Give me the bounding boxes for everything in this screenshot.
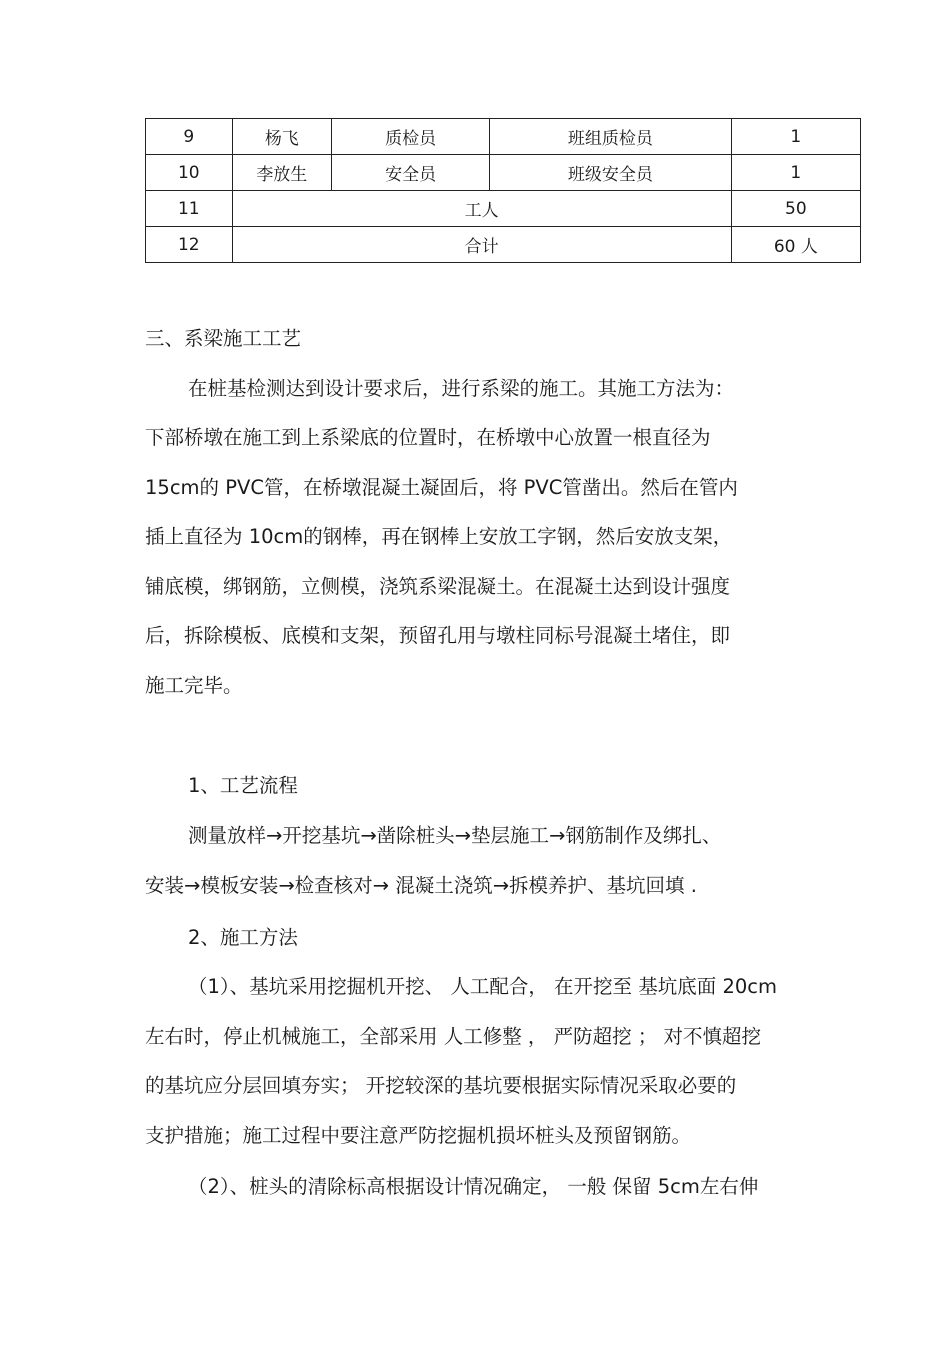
paragraph-line: 施工完毕。 <box>145 674 243 697</box>
table-row <box>146 191 861 227</box>
paragraph-line: 左右时，停止机械施工，全部采用 人工修整 ， 严防超挖 ； 对不慎超挖 <box>145 1025 761 1048</box>
staff-position: 质检员 <box>332 119 490 155</box>
staff-table <box>145 118 861 263</box>
table-row <box>146 119 861 155</box>
table-row <box>146 227 861 263</box>
section-heading: 三、系梁施工工艺 <box>145 327 302 350</box>
process-flow-line: 测量放样→开挖基坑→凿除桩头→垫层施工→钢筋制作及绑扎、 <box>188 824 722 847</box>
subsection-heading: 2、施工方法 <box>188 926 298 949</box>
paragraph-line: 下部桥墩在施工到上系梁底的位置时，在桥墩中心放置一根直径为 <box>145 426 711 449</box>
row-number: 10 <box>146 155 233 191</box>
staff-position: 安全员 <box>332 155 490 191</box>
paragraph-line: （1）、基坑采用挖掘机开挖、 人工配合， 在开挖至 基坑底面 20cm <box>188 975 777 998</box>
staff-duty: 班组质检员 <box>490 119 732 155</box>
staff-count: 1 <box>731 155 860 191</box>
row-number: 9 <box>146 119 233 155</box>
paragraph-line: 支护措施；施工过程中要注意严防挖掘机损坏桩头及预留钢筋。 <box>145 1124 692 1147</box>
process-flow-line: 安装→模板安装→检查核对→ 混凝土浇筑→拆模养护、基坑回填 . <box>145 874 697 897</box>
merged-label: 工人 <box>232 191 731 227</box>
subsection-heading: 1、工艺流程 <box>188 774 298 797</box>
staff-name: 李放生 <box>232 155 331 191</box>
merged-label: 合计 <box>232 227 731 263</box>
row-number: 12 <box>146 227 233 263</box>
staff-duty: 班级安全员 <box>490 155 732 191</box>
row-number: 11 <box>146 191 233 227</box>
staff-count: 1 <box>731 119 860 155</box>
paragraph-line: 的基坑应分层回填夯实； 开挖较深的基坑要根据实际情况采取必要的 <box>145 1074 737 1097</box>
paragraph-line: 在桩基检测达到设计要求后，进行系梁的施工。其施工方法为： <box>188 377 735 400</box>
paragraph-line: 铺底模，绑钢筋，立侧模，浇筑系梁混凝土。在混凝土达到设计强度 <box>145 575 731 598</box>
paragraph-line: （2）、桩头的清除标高根据设计情况确定， 一般 保留 5cm左右伸 <box>188 1175 759 1198</box>
table-row <box>146 155 861 191</box>
paragraph-line: 后，拆除模板、底模和支架，预留孔用与墩柱同标号混凝土堵住，即 <box>145 624 731 647</box>
paragraph-line: 15cm的 PVC管，在桥墩混凝土凝固后，将 PVC管凿出。然后在管内 <box>145 476 738 499</box>
paragraph-line: 插上直径为 10cm的钢棒，再在钢棒上安放工字钢，然后安放支架， <box>145 525 733 548</box>
staff-count: 50 <box>731 191 860 227</box>
staff-name: 杨飞 <box>232 119 331 155</box>
total-count: 60 人 <box>731 227 860 263</box>
